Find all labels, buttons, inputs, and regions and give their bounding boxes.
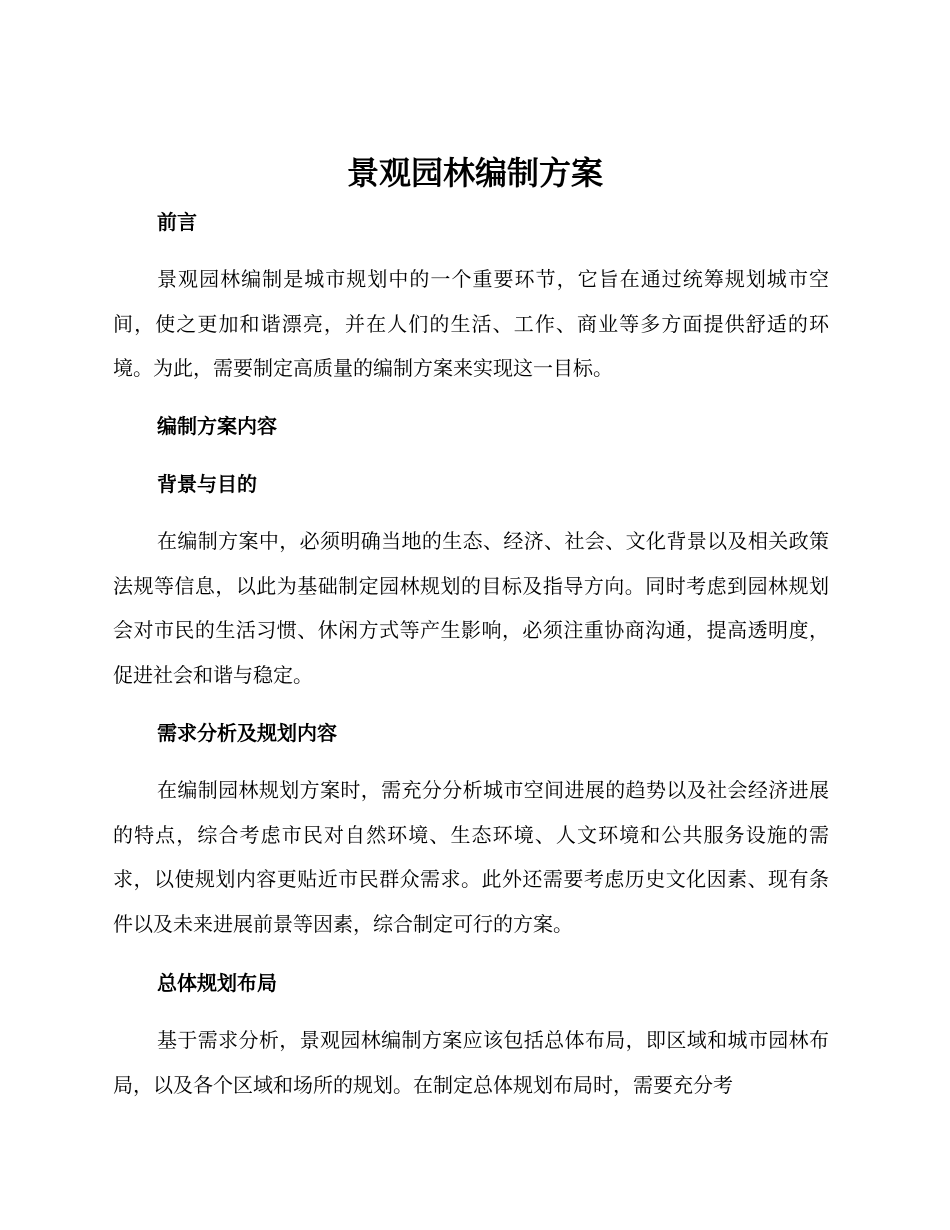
section-paragraph-overall-layout: 基于需求分析，景观园林编制方案应该包括总体布局，即区域和城市园林布局，以及各个区域和场所的规划。在制定总体规划布局时，需要充分考: [113, 1028, 829, 1097]
section-heading-background-purpose: 背景与目的: [157, 472, 257, 496]
section-heading-preface: 前言: [157, 210, 197, 234]
section-heading-overall-layout: 总体规划布局: [157, 971, 277, 995]
section-heading-needs-analysis: 需求分析及规划内容: [157, 721, 337, 745]
section-paragraph-preface: 景观园林编制是城市规划中的一个重要环节，它旨在通过统筹规划城市空间，使之更加和谐漂亮，并在人们的生活、工作、商业等多方面提供舒适的环境。为此，需要制定高质量的编制方案来实现这一目标。: [113, 267, 829, 380]
section-heading-plan-content: 编制方案内容: [157, 414, 277, 438]
section-paragraph-background-purpose: 在编制方案中，必须明确当地的生态、经济、社会、文化背景以及相关政策法规等信息，以此为基础制定园林规划的目标及指导方向。同时考虑到园林规划会对市民的生活习惯、休闲方式等产生影响，必须注重协商沟通，提高透明度，促进社会和谐与稳定。: [113, 529, 829, 687]
section-paragraph-needs-analysis: 在编制园林规划方案时，需充分分析城市空间进展的趋势以及社会经济进展的特点，综合考虑市民对自然环境、生态环境、人文环境和公共服务设施的需求，以使规划内容更贴近市民群众需求。此外还需要考虑历史文化因素、现有条件以及未来进展前景等因素，综合制定可行的方案。: [113, 778, 829, 936]
document-title: 景观园林编制方案: [346, 154, 603, 192]
